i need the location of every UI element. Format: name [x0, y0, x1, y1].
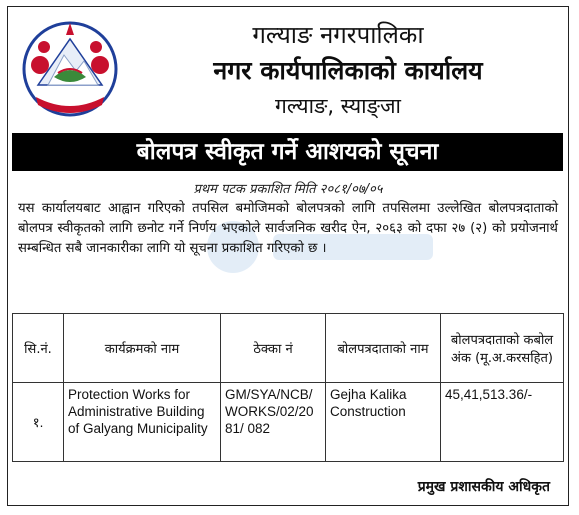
- cell-contract: GM/SYA/NCB/WORKS/02/2081/ 082: [221, 383, 326, 462]
- office-name: नगर कार्यपालिकाको कार्यालय: [213, 56, 483, 85]
- cell-serial: १.: [13, 383, 64, 462]
- col-contract: ठेक्का नं: [221, 314, 326, 383]
- cell-amount: 45,41,513.36/-: [441, 383, 564, 462]
- table-row: [13, 383, 564, 462]
- col-bidder: बोलपत्रदाताको नाम: [326, 314, 441, 383]
- nepal-emblem-icon: [18, 15, 122, 119]
- cell-bidder: Gejha Kalika Construction: [326, 383, 441, 462]
- office-location: गल्याङ, स्याङ्जा: [275, 94, 401, 118]
- signatory: प्रमुख प्रशासकीय अधिकृत: [417, 479, 550, 495]
- publish-date: प्रथम पटक प्रकाशित मिति २०८१/०७/०५: [193, 182, 383, 197]
- col-serial: सि.नं.: [13, 314, 64, 383]
- notice-body: यस कार्यालयबाट आह्वान गरिएको तपसिल बमोजिमको बोलपत्रको लागि तपसिलमा उल्लेखित बोलपत्रदाताको बोलपत्र स्वीकृतको लागि छनोट गर्ने निर्णय भएकोले सार्वजनिक खरीद ऐन, २०६३ को दफा २७ (२) को प्रयोजनार्थ सम्बन्धित सबै जानकारीका लागि यो सूचना प्रकाशित गरिएको छ ।: [18, 201, 558, 256]
- table-header-row: [13, 314, 564, 383]
- cell-program: Protection Works for Administrative Building of Galyang Municipality: [64, 383, 221, 462]
- col-amount: बोलपत्रदाताको कबोल अंक (मू.अ.करसहित): [441, 314, 564, 383]
- notice-page: [7, 6, 569, 506]
- notice-title: बोलपत्र स्वीकृत गर्ने आशयको सूचना: [12, 133, 563, 171]
- col-program: कार्यक्रमको नाम: [64, 314, 221, 383]
- municipality-name: गल्याङ नगरपालिका: [252, 21, 424, 49]
- tender-table: [12, 313, 564, 462]
